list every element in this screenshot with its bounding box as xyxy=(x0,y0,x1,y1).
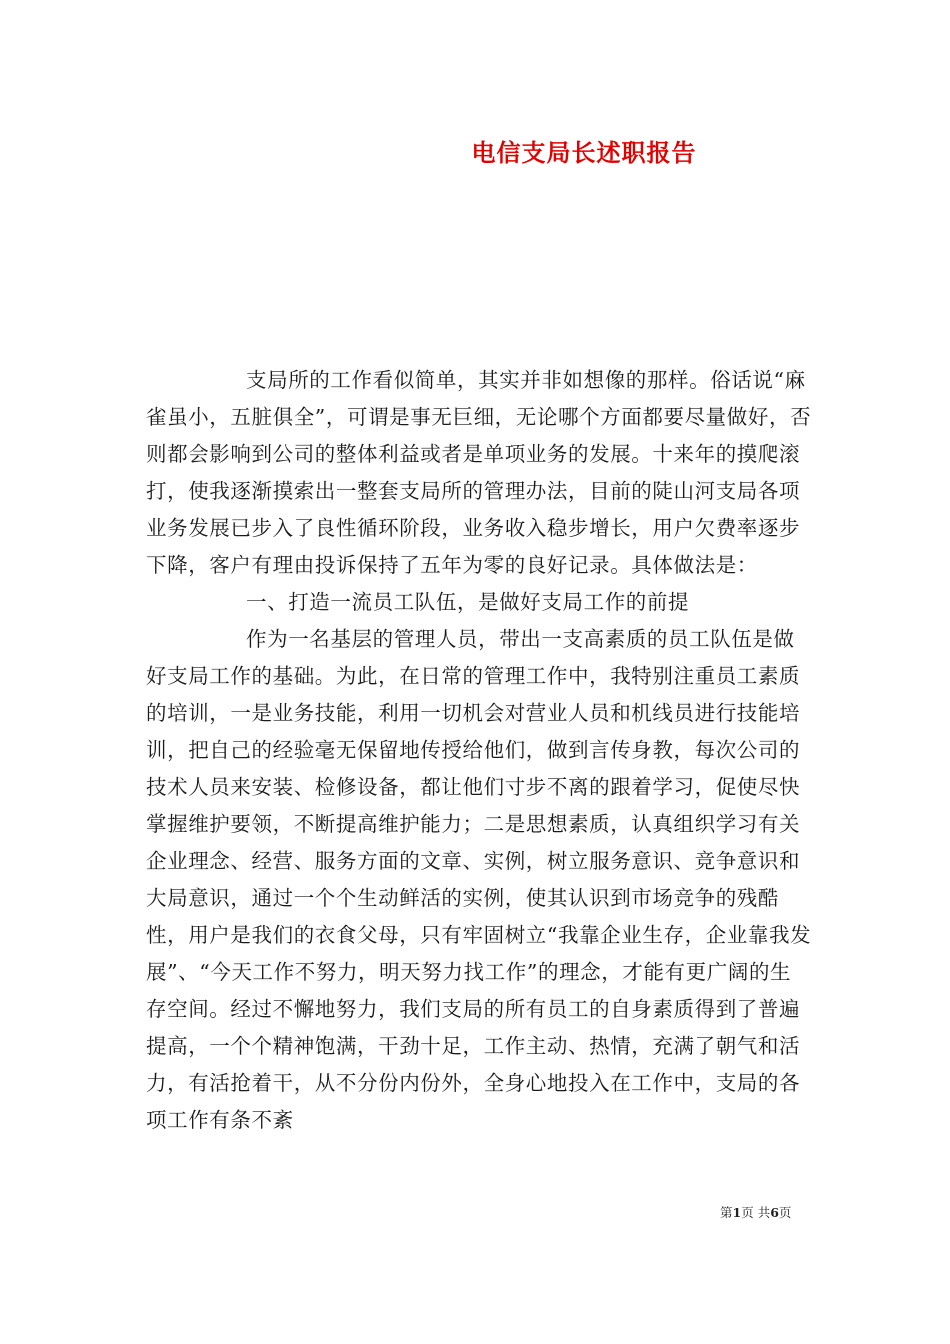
page-footer xyxy=(720,1203,791,1221)
footer-current-page: 1 xyxy=(732,1205,742,1220)
document-title: 电信支局长述职报告 xyxy=(471,138,697,167)
footer-suffix: 页 xyxy=(778,1205,792,1220)
section-heading-1: 一、打造一流员工队伍，是做好支局工作的前提 xyxy=(246,590,690,614)
body-paragraph-intro: 支局所的工作看似简单，其实并非如想像的那样。俗话说“麻雀虽小，五脏俱全”，可谓是事无巨细，无论哪个方面都要尽量做好，否则都会影响到公司的整体利益或者是单项业务的发展。十来年的摸爬滚打，使我逐渐摸索出一整套支局所的管理办法，目前的陡山河支局各项业务发展已步入了良性循环阶段，业务收入稳步增长，用户欠费率逐步下降，客户有理由投诉保持了五年为零的良好记录。具体做法是： xyxy=(146,368,812,577)
document-body xyxy=(146,362,812,1139)
body-paragraph-section-1: 作为一名基层的管理人员，带出一支高素质的员工队伍是做好支局工作的基础。为此，在日常的管理工作中，我特别注重员工素质的培训，一是业务技能，利用一切机会对营业人员和机线员进行技能培训，把自己的经验毫无保留地传授给他们，做到言传身教，每次公司的技术人员来安装、检修设备，都让他们寸步不离的跟着学习，促使尽快掌握维护要领，不断提高维护能力；二是思想素质，认真组织学习有关企业理念、经营、服务方面的文章、实例，树立服务意识、竞争意识和大局意识，通过一个个生动鲜活的实例，使其认识到市场竞争的残酷性，用户是我们的衣食父母，只有牢固树立“我靠企业生存，企业靠我发展”、“今天工作不努力，明天努力找工作”的理念，才能有更广阔的生存空间。经过不懈地努力，我们支局的所有员工的自身素质得到了普遍提高，一个个精神饱满，干劲十足，工作主动、热情，充满了朝气和活力，有活抢着干，从不分份内份外，全身心地投入在工作中，支局的各项工作有条不紊 xyxy=(146,627,812,1132)
footer-total-pages: 6 xyxy=(770,1205,779,1220)
footer-prefix: 第 xyxy=(720,1205,733,1220)
footer-middle: 页 共 xyxy=(741,1205,771,1220)
